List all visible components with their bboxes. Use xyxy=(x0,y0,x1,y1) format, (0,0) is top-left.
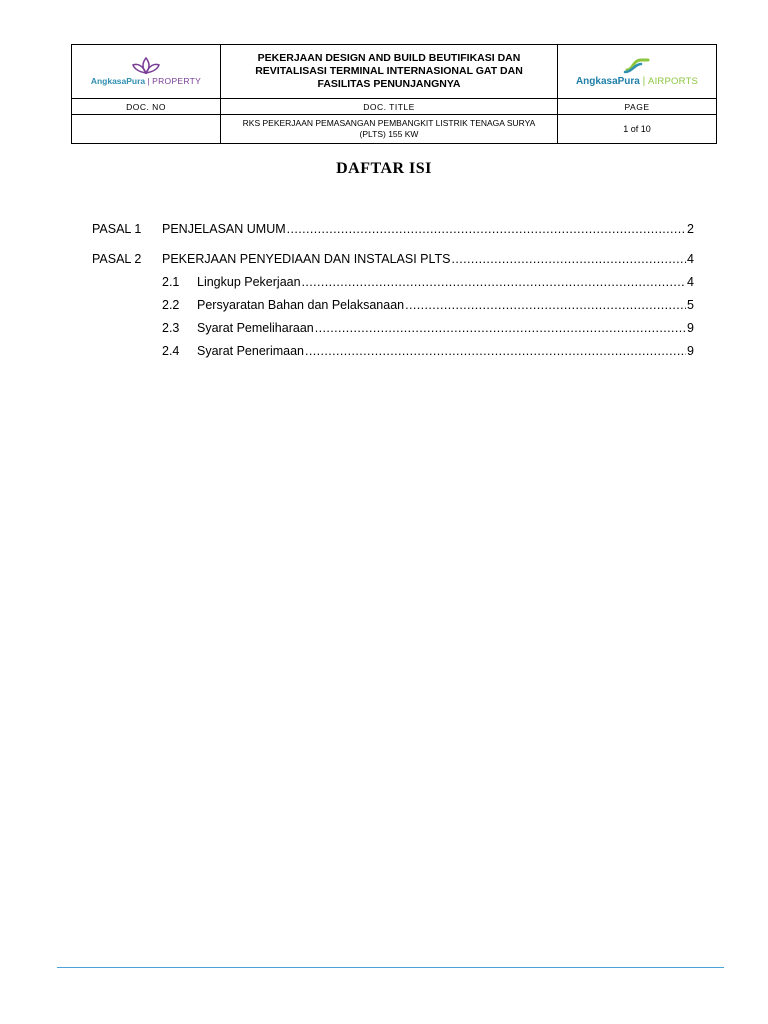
toc-entry-number: PASAL 2 xyxy=(92,252,142,266)
toc-leader-dots xyxy=(405,298,686,312)
document-header-table xyxy=(71,44,717,144)
toc-entry-label: PEKERJAAN PENYEDIAAN DAN INSTALASI PLTS xyxy=(162,252,451,266)
right-logo-separator: | xyxy=(642,76,646,87)
toc-entry[interactable] xyxy=(92,342,694,358)
toc-entry-number: 2.3 xyxy=(162,321,180,335)
toc-entry-number: 2.2 xyxy=(162,298,180,312)
left-logo-sub: PROPERTY xyxy=(152,76,202,86)
left-logo-separator: | xyxy=(147,76,150,86)
toc-entry[interactable] xyxy=(92,319,694,335)
toc-leader-dots xyxy=(287,222,686,236)
toc-entry[interactable] xyxy=(92,220,694,236)
project-title: PEKERJAAN DESIGN AND BUILD BEUTIFIKASI DAN REVITALISASI TERMINAL INTERNASIONAL GAT DAN FASILITAS PENUNJANGNYA xyxy=(221,45,558,99)
toc-entry-label: Syarat Pemeliharaan xyxy=(197,321,314,335)
toc-leader-dots xyxy=(305,344,686,358)
toc-leader-dots xyxy=(315,321,686,335)
toc-entry-number: 2.1 xyxy=(162,275,180,289)
footer-divider xyxy=(57,967,724,968)
toc-entry-label: Persyaratan Bahan dan Pelaksanaan xyxy=(197,298,405,312)
angkasa-pura-property-logo xyxy=(72,45,220,98)
doc-no-label: DOC. NO xyxy=(72,99,221,115)
doc-title-label: DOC. TITLE xyxy=(221,99,558,115)
toc-entry-page: 9 xyxy=(687,344,694,358)
toc-title: DAFTAR ISI xyxy=(336,160,432,177)
right-logo-sub: AIRPORTS xyxy=(648,76,699,87)
toc-entry-page: 4 xyxy=(687,275,694,289)
page-value: 1 of 10 xyxy=(558,115,717,144)
toc-entry-page: 2 xyxy=(687,222,694,236)
toc-entry-page: 4 xyxy=(687,252,694,266)
toc-entry[interactable] xyxy=(92,273,694,289)
right-logo-brand: AngkasaPura xyxy=(575,76,640,87)
swoosh-logo-icon xyxy=(621,56,653,74)
right-logo-cell xyxy=(558,45,717,99)
doc-title-value: RKS PEKERJAAN PEMASANGAN PEMBANGKIT LISTRIK TENAGA SURYA (PLTS) 155 KW xyxy=(221,115,558,144)
toc-leader-dots xyxy=(452,252,687,266)
doc-no-value xyxy=(72,115,221,144)
toc-entry-page: 9 xyxy=(687,321,694,335)
left-logo-brand: AngkasaPura xyxy=(90,76,146,86)
angkasa-pura-airports-logo xyxy=(558,45,716,98)
toc-leader-dots xyxy=(302,275,687,289)
flower-logo-icon xyxy=(130,57,162,75)
toc-entry-number: PASAL 1 xyxy=(92,222,142,236)
left-logo-cell xyxy=(72,45,221,99)
toc-entry[interactable] xyxy=(92,296,694,312)
toc-entry-label: Syarat Penerimaan xyxy=(197,344,305,358)
toc-entry-number: 2.4 xyxy=(162,344,180,358)
page-label: PAGE xyxy=(558,99,717,115)
toc-entry[interactable] xyxy=(92,250,694,266)
toc-entry-label: PENJELASAN UMUM xyxy=(162,222,286,236)
toc-entry-label: Lingkup Pekerjaan xyxy=(197,275,301,289)
toc-entry-page: 5 xyxy=(687,298,694,312)
